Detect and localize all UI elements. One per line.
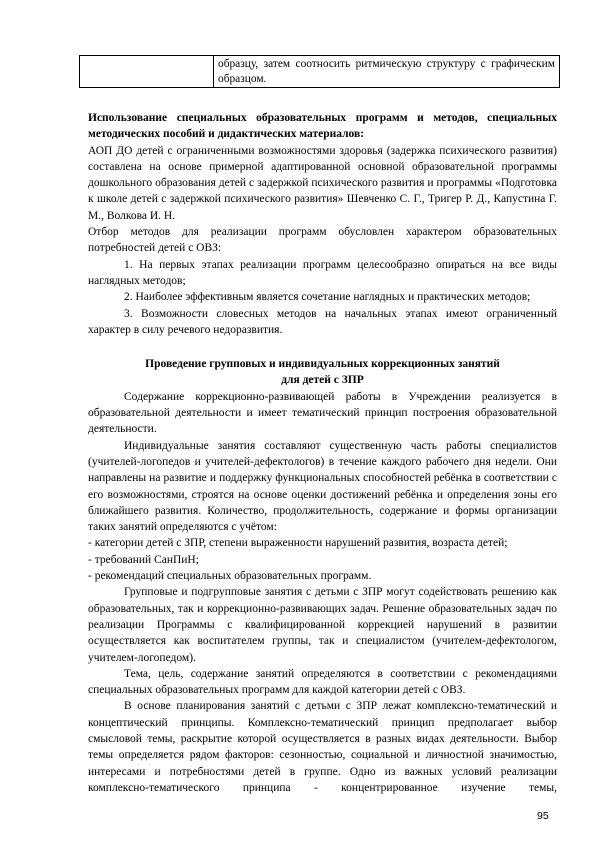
paragraph-aop: АОП ДО детей с ограниченными возможностями здоровья (задержка психического развития) составлена на основе примерной адаптированной основной образовательной программы дошкольного образования детей с задержкой психического развития и программы «Подготовка к школе детей с задержкой психического развития» Шевченко С. Г., Тригер Р. Д., Капустина Г. М., Волкова И. Н.	[88, 144, 557, 222]
list-item: 2. Наиболее эффективным является сочетание наглядных и практических методов;	[124, 291, 531, 304]
paragraph-content: Содержание коррекционно-развивающей работы в Учреждении реализуется в образовательной деятельности и имеет тематический принцип построения образовательной деятельности.	[88, 390, 557, 436]
paragraph-method-selection: Отбор методов для реализации программ обусловлен характером образовательных потребностей детей с ОВЗ:	[88, 226, 557, 255]
section-heading-methods: Использование специальных образовательных программ и методов, специальных методических пособий и дидактических материалов:	[88, 112, 557, 141]
page-number: 95	[537, 810, 549, 822]
list-item: - рекомендаций специальных образовательных программ.	[88, 570, 372, 583]
paragraph-topic: Тема, цель, содержание занятий определяются в соответствии с рекомендациями специальных образовательных программ для каждой категории детей с ОВЗ.	[88, 667, 557, 697]
list-item: 1. На первых этапах реализации программ целесообразно опираться на все виды наглядных методов;	[88, 258, 557, 287]
continuation-table	[79, 55, 560, 88]
table-cell-text: образцу, затем соотносить ритмическую структуру с графическим образцом.	[214, 56, 560, 88]
paragraph-planning: В основе планирования занятий с детьми с ЗПР лежат комплексно-тематический и концептический принципы. Комплексно-тематический принцип предполагает выбор смысловой темы, раскрытие которой осуществляется в разных видах деятельности. Выбор темы определяется рядом факторов: сезонностью, социальной и личностной значимостью, интересами и потребностями детей в группе. Одно из важных условий реализации комплексно-тематического принципа - концентрированное изучение темы,	[88, 700, 557, 794]
table-row	[80, 56, 560, 88]
list-item: - категории детей с ЗПР, степени выраженности нарушений развития, возраста детей;	[88, 537, 508, 550]
section-heading-line2: для детей с ЗПР	[281, 374, 364, 387]
table-cell-empty	[80, 56, 214, 88]
section-heading-line1: Проведение групповых и индивидуальных коррекционных занятий	[145, 358, 500, 371]
document-body	[88, 110, 557, 796]
paragraph-individual: Индивидуальные занятия составляют существенную часть работы специалистов (учителей-логопедов и учителей-дефектологов) в течение каждого рабочего дня недели. Они направлены на развитие и поддержку функциональных способностей ребёнка в соответствии с его возможностями, строятся на основе оценки достижений ребёнка и определения зоны его ближайшего развития. Количество, продолжительность, содержание и формы организации таких занятий определяются с учётом:	[88, 439, 557, 534]
list-item: - требований СанПиН;	[88, 553, 199, 566]
paragraph-group: Групповые и подгрупповые занятия с детьми с ЗПР могут содействовать решению как образовательных, так и коррекционно-развивающих задач. Решение образовательных задач по реализации Программы с квалифицированной коррекцией нарушений в развитии осуществляется как воспитателем группы, так и специалистом (учителем-дефектологом, учителем-логопедом).	[88, 586, 557, 664]
list-item: 3. Возможности словесных методов на начальных этапах имеют ограниченный характер в силу речевого недоразвития.	[88, 307, 557, 336]
